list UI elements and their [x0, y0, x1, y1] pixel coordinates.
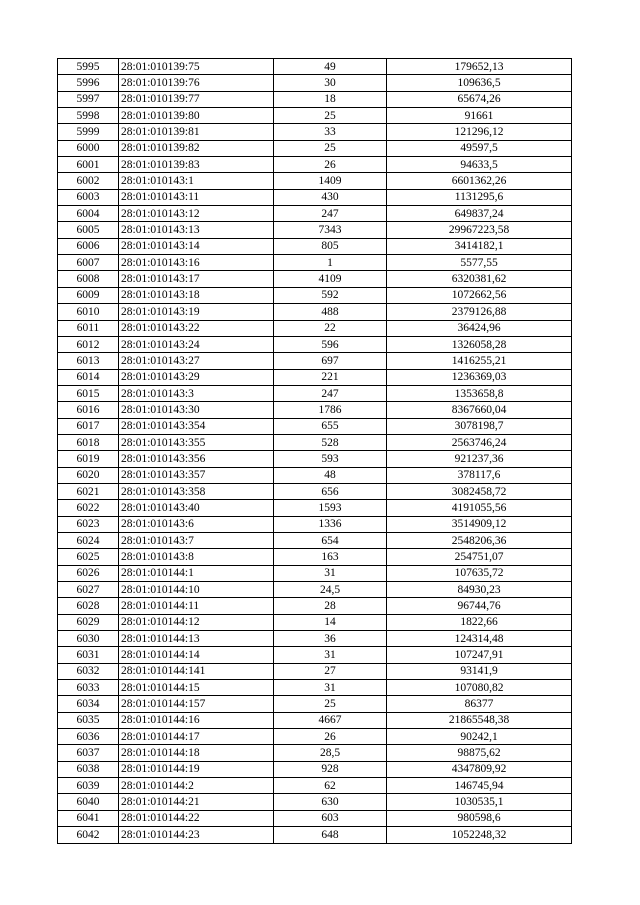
- table-body: [58, 59, 572, 844]
- value-cell: 107635,72: [387, 565, 572, 581]
- row-number-cell: 6014: [58, 369, 119, 385]
- value-cell: 109636,5: [387, 75, 572, 91]
- value-cell: 96744,76: [387, 598, 572, 614]
- table-row: [58, 794, 572, 810]
- value-cell: 649837,24: [387, 206, 572, 222]
- row-number-cell: 6030: [58, 631, 119, 647]
- table-row: [58, 304, 572, 320]
- row-number-cell: 5996: [58, 75, 119, 91]
- quantity-cell: 26: [274, 729, 387, 745]
- cadastral-number-cell: 28:01:010143:354: [119, 418, 274, 434]
- quantity-cell: 49: [274, 59, 387, 75]
- value-cell: 1416255,21: [387, 353, 572, 369]
- row-number-cell: 6039: [58, 778, 119, 794]
- cadastral-number-cell: 28:01:010144:2: [119, 778, 274, 794]
- cadastral-number-cell: 28:01:010139:75: [119, 59, 274, 75]
- cadastral-number-cell: 28:01:010144:22: [119, 810, 274, 826]
- value-cell: 1030535,1: [387, 794, 572, 810]
- cadastral-number-cell: 28:01:010143:11: [119, 189, 274, 205]
- quantity-cell: 1336: [274, 516, 387, 532]
- row-number-cell: 6004: [58, 206, 119, 222]
- row-number-cell: 6023: [58, 516, 119, 532]
- cadastral-number-cell: 28:01:010144:19: [119, 761, 274, 777]
- quantity-cell: 592: [274, 287, 387, 303]
- cadastral-number-cell: 28:01:010144:1: [119, 565, 274, 581]
- quantity-cell: 630: [274, 794, 387, 810]
- row-number-cell: 6037: [58, 745, 119, 761]
- table-row: [58, 385, 572, 401]
- quantity-cell: 31: [274, 647, 387, 663]
- cadastral-number-cell: 28:01:010144:157: [119, 696, 274, 712]
- value-cell: 4191055,56: [387, 500, 572, 516]
- quantity-cell: 14: [274, 614, 387, 630]
- value-cell: 3414182,1: [387, 238, 572, 254]
- cadastral-number-cell: 28:01:010143:8: [119, 549, 274, 565]
- row-number-cell: 6028: [58, 598, 119, 614]
- quantity-cell: 697: [274, 353, 387, 369]
- row-number-cell: 6003: [58, 189, 119, 205]
- table-row: [58, 500, 572, 516]
- value-cell: 36424,96: [387, 320, 572, 336]
- value-cell: 254751,07: [387, 549, 572, 565]
- table-row: [58, 255, 572, 271]
- value-cell: 1236369,03: [387, 369, 572, 385]
- cadastral-number-cell: 28:01:010144:13: [119, 631, 274, 647]
- quantity-cell: 7343: [274, 222, 387, 238]
- table-row: [58, 124, 572, 140]
- quantity-cell: 4667: [274, 712, 387, 728]
- cadastral-number-cell: 28:01:010143:355: [119, 434, 274, 450]
- cadastral-number-cell: 28:01:010139:83: [119, 157, 274, 173]
- row-number-cell: 6022: [58, 500, 119, 516]
- table-row: [58, 320, 572, 336]
- value-cell: 2548206,36: [387, 532, 572, 548]
- cadastral-number-cell: 28:01:010144:21: [119, 794, 274, 810]
- value-cell: 3078198,7: [387, 418, 572, 434]
- value-cell: 2379126,88: [387, 304, 572, 320]
- table-row: [58, 582, 572, 598]
- row-number-cell: 6025: [58, 549, 119, 565]
- table-row: [58, 598, 572, 614]
- value-cell: 86377: [387, 696, 572, 712]
- quantity-cell: 603: [274, 810, 387, 826]
- quantity-cell: 1: [274, 255, 387, 271]
- quantity-cell: 28,5: [274, 745, 387, 761]
- value-cell: 4347809,92: [387, 761, 572, 777]
- quantity-cell: 31: [274, 565, 387, 581]
- quantity-cell: 25: [274, 140, 387, 156]
- table-row: [58, 729, 572, 745]
- quantity-cell: 24,5: [274, 582, 387, 598]
- value-cell: 29967223,58: [387, 222, 572, 238]
- quantity-cell: 593: [274, 451, 387, 467]
- value-cell: 179652,13: [387, 59, 572, 75]
- cadastral-number-cell: 28:01:010143:12: [119, 206, 274, 222]
- row-number-cell: 6010: [58, 304, 119, 320]
- value-cell: 1052248,32: [387, 827, 572, 843]
- quantity-cell: 26: [274, 157, 387, 173]
- quantity-cell: 28: [274, 598, 387, 614]
- table-row: [58, 451, 572, 467]
- quantity-cell: 4109: [274, 271, 387, 287]
- table-row: [58, 173, 572, 189]
- row-number-cell: 6002: [58, 173, 119, 189]
- table-row: [58, 157, 572, 173]
- quantity-cell: 36: [274, 631, 387, 647]
- row-number-cell: 6007: [58, 255, 119, 271]
- table-row: [58, 287, 572, 303]
- table-row: [58, 778, 572, 794]
- quantity-cell: 62: [274, 778, 387, 794]
- quantity-cell: 247: [274, 385, 387, 401]
- table-row: [58, 565, 572, 581]
- row-number-cell: 5999: [58, 124, 119, 140]
- value-cell: 1131295,6: [387, 189, 572, 205]
- table-row: [58, 238, 572, 254]
- cadastral-number-cell: 28:01:010144:15: [119, 680, 274, 696]
- table-row: [58, 663, 572, 679]
- cadastral-number-cell: 28:01:010143:13: [119, 222, 274, 238]
- quantity-cell: 430: [274, 189, 387, 205]
- quantity-cell: 655: [274, 418, 387, 434]
- data-table: [57, 58, 572, 844]
- row-number-cell: 6013: [58, 353, 119, 369]
- cadastral-number-cell: 28:01:010143:357: [119, 467, 274, 483]
- value-cell: 921237,36: [387, 451, 572, 467]
- cadastral-number-cell: 28:01:010143:40: [119, 500, 274, 516]
- value-cell: 6601362,26: [387, 173, 572, 189]
- table-row: [58, 75, 572, 91]
- cadastral-number-cell: 28:01:010144:23: [119, 827, 274, 843]
- quantity-cell: 648: [274, 827, 387, 843]
- value-cell: 378117,6: [387, 467, 572, 483]
- row-number-cell: 6040: [58, 794, 119, 810]
- value-cell: 93141,9: [387, 663, 572, 679]
- cadastral-number-cell: 28:01:010144:18: [119, 745, 274, 761]
- table-row: [58, 614, 572, 630]
- value-cell: 107080,82: [387, 680, 572, 696]
- row-number-cell: 6021: [58, 483, 119, 499]
- cadastral-number-cell: 28:01:010143:24: [119, 336, 274, 352]
- row-number-cell: 6011: [58, 320, 119, 336]
- table-row: [58, 810, 572, 826]
- row-number-cell: 6018: [58, 434, 119, 450]
- table-row: [58, 418, 572, 434]
- value-cell: 8367660,04: [387, 402, 572, 418]
- row-number-cell: 6019: [58, 451, 119, 467]
- quantity-cell: 221: [274, 369, 387, 385]
- quantity-cell: 488: [274, 304, 387, 320]
- value-cell: 1353658,8: [387, 385, 572, 401]
- row-number-cell: 6038: [58, 761, 119, 777]
- cadastral-number-cell: 28:01:010144:12: [119, 614, 274, 630]
- row-number-cell: 6029: [58, 614, 119, 630]
- cadastral-number-cell: 28:01:010144:14: [119, 647, 274, 663]
- quantity-cell: 22: [274, 320, 387, 336]
- value-cell: 6320381,62: [387, 271, 572, 287]
- cadastral-number-cell: 28:01:010143:16: [119, 255, 274, 271]
- value-cell: 107247,91: [387, 647, 572, 663]
- row-number-cell: 6016: [58, 402, 119, 418]
- value-cell: 91661: [387, 108, 572, 124]
- cadastral-number-cell: 28:01:010143:30: [119, 402, 274, 418]
- table-row: [58, 532, 572, 548]
- table-row: [58, 369, 572, 385]
- row-number-cell: 6012: [58, 336, 119, 352]
- quantity-cell: 163: [274, 549, 387, 565]
- row-number-cell: 6034: [58, 696, 119, 712]
- cadastral-number-cell: 28:01:010143:18: [119, 287, 274, 303]
- table-row: [58, 696, 572, 712]
- table-row: [58, 91, 572, 107]
- value-cell: 21865548,38: [387, 712, 572, 728]
- value-cell: 3514909,12: [387, 516, 572, 532]
- cadastral-number-cell: 28:01:010139:81: [119, 124, 274, 140]
- quantity-cell: 805: [274, 238, 387, 254]
- cadastral-number-cell: 28:01:010143:22: [119, 320, 274, 336]
- table-row: [58, 467, 572, 483]
- row-number-cell: 5995: [58, 59, 119, 75]
- table-row: [58, 108, 572, 124]
- table-row: [58, 827, 572, 843]
- cadastral-number-cell: 28:01:010143:17: [119, 271, 274, 287]
- row-number-cell: 6032: [58, 663, 119, 679]
- quantity-cell: 247: [274, 206, 387, 222]
- quantity-cell: 18: [274, 91, 387, 107]
- value-cell: 90242,1: [387, 729, 572, 745]
- table-row: [58, 59, 572, 75]
- value-cell: 65674,26: [387, 91, 572, 107]
- row-number-cell: 6026: [58, 565, 119, 581]
- quantity-cell: 1593: [274, 500, 387, 516]
- quantity-cell: 596: [274, 336, 387, 352]
- cadastral-number-cell: 28:01:010139:77: [119, 91, 274, 107]
- value-cell: 121296,12: [387, 124, 572, 140]
- cadastral-number-cell: 28:01:010139:76: [119, 75, 274, 91]
- row-number-cell: 6015: [58, 385, 119, 401]
- value-cell: 5577,55: [387, 255, 572, 271]
- row-number-cell: 6042: [58, 827, 119, 843]
- quantity-cell: 25: [274, 696, 387, 712]
- cadastral-number-cell: 28:01:010143:7: [119, 532, 274, 548]
- table-row: [58, 271, 572, 287]
- row-number-cell: 6009: [58, 287, 119, 303]
- table-row: [58, 434, 572, 450]
- quantity-cell: 1409: [274, 173, 387, 189]
- cadastral-number-cell: 28:01:010143:14: [119, 238, 274, 254]
- value-cell: 3082458,72: [387, 483, 572, 499]
- quantity-cell: 654: [274, 532, 387, 548]
- row-number-cell: 6001: [58, 157, 119, 173]
- table-row: [58, 680, 572, 696]
- table-row: [58, 189, 572, 205]
- cadastral-number-cell: 28:01:010143:1: [119, 173, 274, 189]
- row-number-cell: 6031: [58, 647, 119, 663]
- cadastral-number-cell: 28:01:010144:141: [119, 663, 274, 679]
- cadastral-number-cell: 28:01:010143:6: [119, 516, 274, 532]
- table-row: [58, 483, 572, 499]
- value-cell: 1072662,56: [387, 287, 572, 303]
- table-row: [58, 336, 572, 352]
- table-row: [58, 402, 572, 418]
- table-row: [58, 712, 572, 728]
- cadastral-number-cell: 28:01:010143:19: [119, 304, 274, 320]
- row-number-cell: 6027: [58, 582, 119, 598]
- table-row: [58, 140, 572, 156]
- cadastral-number-cell: 28:01:010143:356: [119, 451, 274, 467]
- quantity-cell: 25: [274, 108, 387, 124]
- row-number-cell: 6000: [58, 140, 119, 156]
- value-cell: 1326058,28: [387, 336, 572, 352]
- row-number-cell: 6020: [58, 467, 119, 483]
- table-row: [58, 631, 572, 647]
- value-cell: 98875,62: [387, 745, 572, 761]
- value-cell: 1822,66: [387, 614, 572, 630]
- row-number-cell: 5997: [58, 91, 119, 107]
- cadastral-number-cell: 28:01:010139:80: [119, 108, 274, 124]
- quantity-cell: 27: [274, 663, 387, 679]
- table-row: [58, 222, 572, 238]
- value-cell: 124314,48: [387, 631, 572, 647]
- table-row: [58, 647, 572, 663]
- table-row: [58, 516, 572, 532]
- cadastral-number-cell: 28:01:010143:358: [119, 483, 274, 499]
- row-number-cell: 6006: [58, 238, 119, 254]
- table-row: [58, 761, 572, 777]
- quantity-cell: 33: [274, 124, 387, 140]
- value-cell: 49597,5: [387, 140, 572, 156]
- quantity-cell: 31: [274, 680, 387, 696]
- value-cell: 146745,94: [387, 778, 572, 794]
- table-row: [58, 549, 572, 565]
- table-row: [58, 745, 572, 761]
- value-cell: 84930,23: [387, 582, 572, 598]
- cadastral-number-cell: 28:01:010144:17: [119, 729, 274, 745]
- row-number-cell: 6005: [58, 222, 119, 238]
- quantity-cell: 30: [274, 75, 387, 91]
- cadastral-number-cell: 28:01:010144:16: [119, 712, 274, 728]
- cadastral-number-cell: 28:01:010144:10: [119, 582, 274, 598]
- row-number-cell: 6024: [58, 532, 119, 548]
- row-number-cell: 5998: [58, 108, 119, 124]
- quantity-cell: 48: [274, 467, 387, 483]
- value-cell: 94633,5: [387, 157, 572, 173]
- row-number-cell: 6036: [58, 729, 119, 745]
- value-cell: 980598,6: [387, 810, 572, 826]
- row-number-cell: 6033: [58, 680, 119, 696]
- value-cell: 2563746,24: [387, 434, 572, 450]
- row-number-cell: 6017: [58, 418, 119, 434]
- row-number-cell: 6035: [58, 712, 119, 728]
- quantity-cell: 528: [274, 434, 387, 450]
- cadastral-number-cell: 28:01:010144:11: [119, 598, 274, 614]
- quantity-cell: 928: [274, 761, 387, 777]
- cadastral-number-cell: 28:01:010143:29: [119, 369, 274, 385]
- quantity-cell: 656: [274, 483, 387, 499]
- quantity-cell: 1786: [274, 402, 387, 418]
- cadastral-number-cell: 28:01:010143:3: [119, 385, 274, 401]
- cadastral-number-cell: 28:01:010143:27: [119, 353, 274, 369]
- row-number-cell: 6008: [58, 271, 119, 287]
- table-row: [58, 206, 572, 222]
- table-row: [58, 353, 572, 369]
- cadastral-number-cell: 28:01:010139:82: [119, 140, 274, 156]
- row-number-cell: 6041: [58, 810, 119, 826]
